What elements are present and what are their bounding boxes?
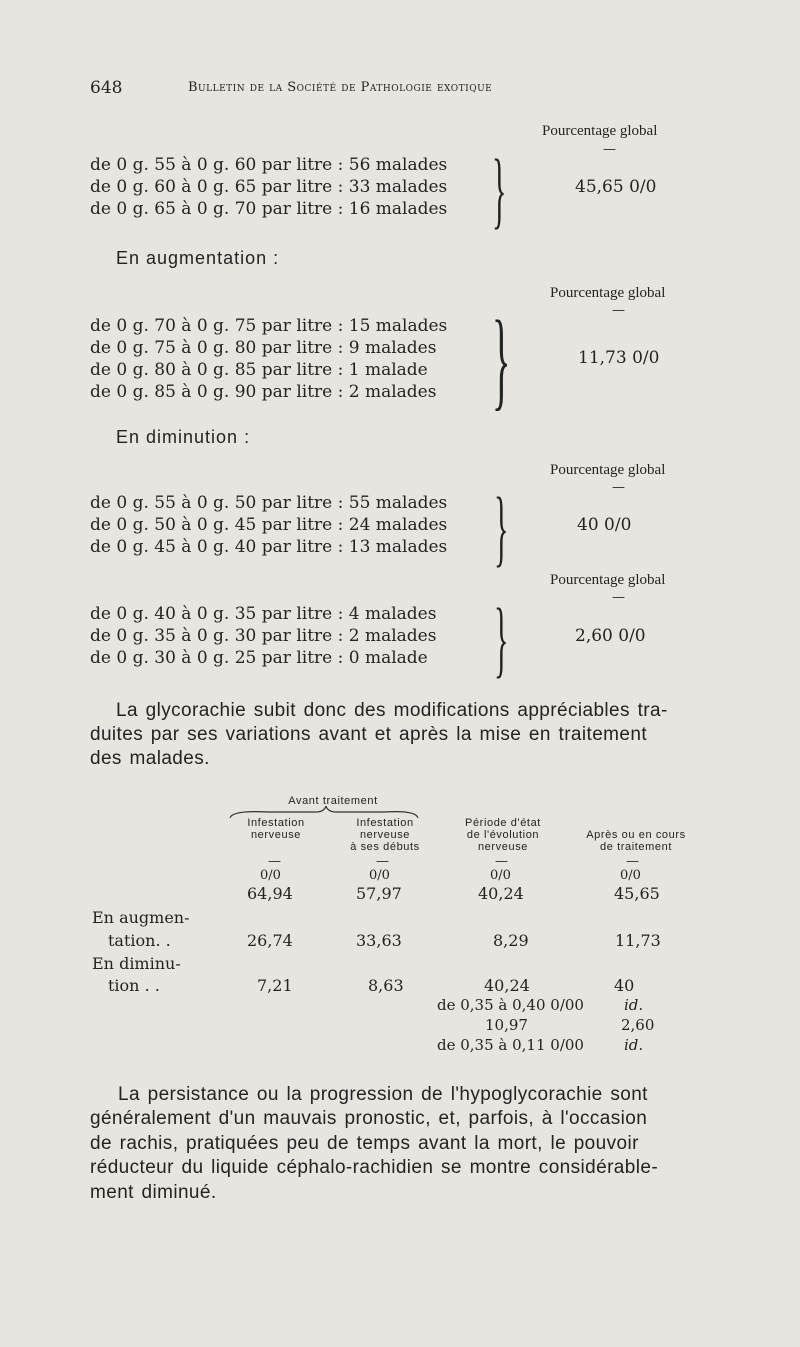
- paragraph-line: duites par ses variations avant et après la mise en traitement: [90, 724, 648, 745]
- total-value: 64,94: [247, 884, 293, 903]
- column-dash: —: [376, 854, 389, 869]
- pct-value: 11,73 0/0: [578, 348, 660, 368]
- extra-text: 10,97: [485, 1016, 528, 1034]
- table-cell: 26,74: [247, 931, 293, 950]
- unit-label: 0/0: [369, 868, 390, 883]
- paragraph-line: réducteur du liquide céphalo-rachidien se montre considérable-: [90, 1157, 659, 1178]
- table-group-header: Avant traitement: [288, 795, 378, 807]
- paragraph-line: des malades.: [90, 748, 210, 769]
- extra-value: id.: [624, 996, 644, 1014]
- pct-label: Pourcentage global: [542, 123, 658, 139]
- data-line: de 0 g. 65 à 0 g. 70 par litre : 16 malades: [90, 199, 448, 219]
- table-cell: 7,21: [257, 976, 293, 995]
- total-value: 57,97: [356, 884, 402, 903]
- paragraph-line: La glycorachie subit donc des modifications appréciables tra-: [116, 700, 668, 721]
- column-header-infestation-nerveuse: Infestation nerveuse: [247, 817, 305, 841]
- pct-label: Pourcentage global: [550, 462, 666, 478]
- data-line: de 0 g. 70 à 0 g. 75 par litre : 15 malades: [90, 316, 448, 336]
- data-line: de 0 g. 40 à 0 g. 35 par litre : 4 malades: [90, 604, 437, 624]
- pct-dash: —: [612, 590, 625, 605]
- paragraph-line: ment diminué.: [90, 1182, 217, 1203]
- data-line: de 0 g. 30 à 0 g. 25 par litre : 0 malade: [90, 648, 428, 668]
- brace: }: [492, 141, 507, 237]
- pct-dash: —: [612, 480, 625, 495]
- brace: }: [492, 298, 511, 420]
- row-label: tion . .: [108, 976, 160, 995]
- heading-diminution: En diminution :: [116, 427, 251, 447]
- brace: }: [494, 590, 509, 686]
- table-cell: 11,73: [615, 931, 661, 950]
- data-line: de 0 g. 35 à 0 g. 30 par litre : 2 malades: [90, 626, 437, 646]
- data-line: de 0 g. 60 à 0 g. 65 par litre : 33 malades: [90, 177, 448, 197]
- table-cell: 8,63: [368, 976, 404, 995]
- total-value: 45,65: [614, 884, 660, 903]
- data-line: de 0 g. 55 à 0 g. 60 par litre : 56 malades: [90, 155, 448, 175]
- table-cell: 40: [614, 976, 635, 995]
- column-header-apres-traitement: Après ou en cours de traitement: [586, 829, 686, 853]
- extra-text: de 0,35 à 0,11 0/00: [437, 1036, 584, 1054]
- pct-dash: —: [603, 142, 616, 157]
- column-dash: —: [268, 854, 281, 869]
- table-cell: 40,24: [484, 976, 530, 995]
- page-number: 648: [90, 78, 123, 98]
- unit-label: 0/0: [260, 868, 281, 883]
- paragraph-line: de rachis, pratiquées peu de temps avant la mort, le pouvoir: [90, 1133, 639, 1154]
- column-header-periode-etat: Période d'état de l'évolution nerveuse: [465, 817, 541, 853]
- unit-label: 0/0: [490, 868, 511, 883]
- data-line: de 0 g. 55 à 0 g. 50 par litre : 55 malades: [90, 493, 448, 513]
- brace: }: [494, 479, 509, 575]
- data-line: de 0 g. 50 à 0 g. 45 par litre : 24 malades: [90, 515, 448, 535]
- data-line: de 0 g. 85 à 0 g. 90 par litre : 2 malades: [90, 382, 437, 402]
- total-value: 40,24: [478, 884, 524, 903]
- data-line: de 0 g. 75 à 0 g. 80 par litre : 9 malades: [90, 338, 437, 358]
- unit-label: 0/0: [620, 868, 641, 883]
- table-cell: 8,29: [493, 931, 529, 950]
- extra-text: de 0,35 à 0,40 0/00: [437, 996, 584, 1014]
- data-line: de 0 g. 45 à 0 g. 40 par litre : 13 malades: [90, 537, 448, 557]
- pct-value: 45,65 0/0: [575, 177, 657, 197]
- column-header-infestation-debuts: Infestation nerveuse à ses débuts: [350, 817, 420, 853]
- paragraph-line: généralement d'un mauvais pronostic, et, parfois, à l'occasion: [90, 1108, 648, 1129]
- row-label: En augmen-: [92, 908, 190, 927]
- pct-value: 40 0/0: [577, 515, 632, 535]
- pct-dash: —: [612, 303, 625, 318]
- extra-value: id.: [624, 1036, 644, 1054]
- pct-label: Pourcentage global: [550, 285, 666, 301]
- pct-label: Pourcentage global: [550, 572, 666, 588]
- extra-value: 2,60: [621, 1016, 655, 1034]
- row-label: tation. .: [108, 931, 171, 950]
- column-dash: —: [495, 854, 508, 869]
- paragraph-line: La persistance ou la progression de l'hypoglycorachie sont: [118, 1084, 648, 1105]
- heading-augmentation: En augmentation :: [116, 248, 280, 268]
- row-label: En diminu-: [92, 954, 181, 973]
- journal-title: Bulletin de la Société de Pathologie exotique: [188, 80, 493, 95]
- column-dash: —: [626, 854, 639, 869]
- table-cell: 33,63: [356, 931, 402, 950]
- pct-value: 2,60 0/0: [575, 626, 646, 646]
- data-line: de 0 g. 80 à 0 g. 85 par litre : 1 malade: [90, 360, 428, 380]
